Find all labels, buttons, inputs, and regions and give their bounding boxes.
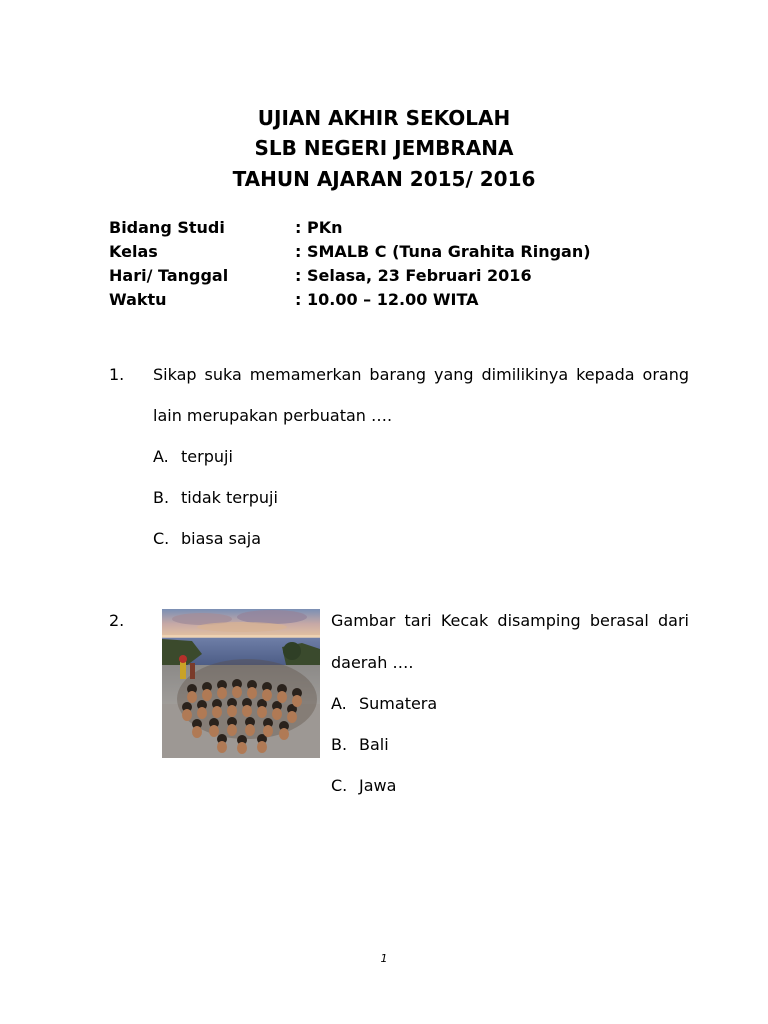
- option-letter: C.: [331, 776, 348, 795]
- meta-label: Bidang Studi: [109, 218, 225, 237]
- answer-option: [331, 735, 389, 754]
- answer-option: [153, 529, 261, 548]
- question-number: 1.: [109, 365, 125, 384]
- option-letter: B.: [153, 488, 170, 507]
- question-text: lain merupakan perbuatan ….: [153, 406, 393, 425]
- option-letter: A.: [331, 694, 347, 713]
- meta-value: : Selasa, 23 Februari 2016: [295, 266, 532, 285]
- meta-value: : SMALB C (Tuna Grahita Ringan): [295, 242, 591, 261]
- school-name: SLB NEGERI JEMBRANA: [254, 136, 514, 160]
- option-text: tidak terpuji: [181, 488, 278, 507]
- academic-year: TAHUN AJARAN 2015/ 2016: [232, 167, 536, 191]
- question-text: Gambar tari Kecak disamping berasal dari: [331, 611, 689, 630]
- meta-value: : PKn: [295, 218, 343, 237]
- question-number: 2.: [109, 611, 125, 630]
- meta-value: : 10.00 – 12.00 WITA: [295, 290, 479, 309]
- option-text: Jawa: [359, 776, 397, 795]
- option-letter: A.: [153, 447, 169, 466]
- answer-option: [153, 447, 233, 466]
- answer-option: [331, 694, 437, 713]
- option-letter: C.: [153, 529, 170, 548]
- meta-label: Waktu: [109, 290, 167, 309]
- meta-label: Kelas: [109, 242, 158, 261]
- meta-label: Hari/ Tanggal: [109, 266, 229, 285]
- option-text: biasa saja: [181, 529, 262, 548]
- question-text: Sikap suka memamerkan barang yang dimilikinya kepada orang: [153, 365, 689, 384]
- answer-option: [153, 488, 278, 507]
- option-text: Sumatera: [359, 694, 438, 713]
- option-text: terpuji: [181, 447, 233, 466]
- kecak-dance-photo: [162, 609, 320, 758]
- question-text: daerah ….: [331, 653, 414, 672]
- option-text: Bali: [359, 735, 389, 754]
- answer-option: [331, 776, 396, 795]
- page-number: 1: [380, 952, 388, 965]
- exam-title: UJIAN AKHIR SEKOLAH: [257, 106, 511, 130]
- option-letter: B.: [331, 735, 348, 754]
